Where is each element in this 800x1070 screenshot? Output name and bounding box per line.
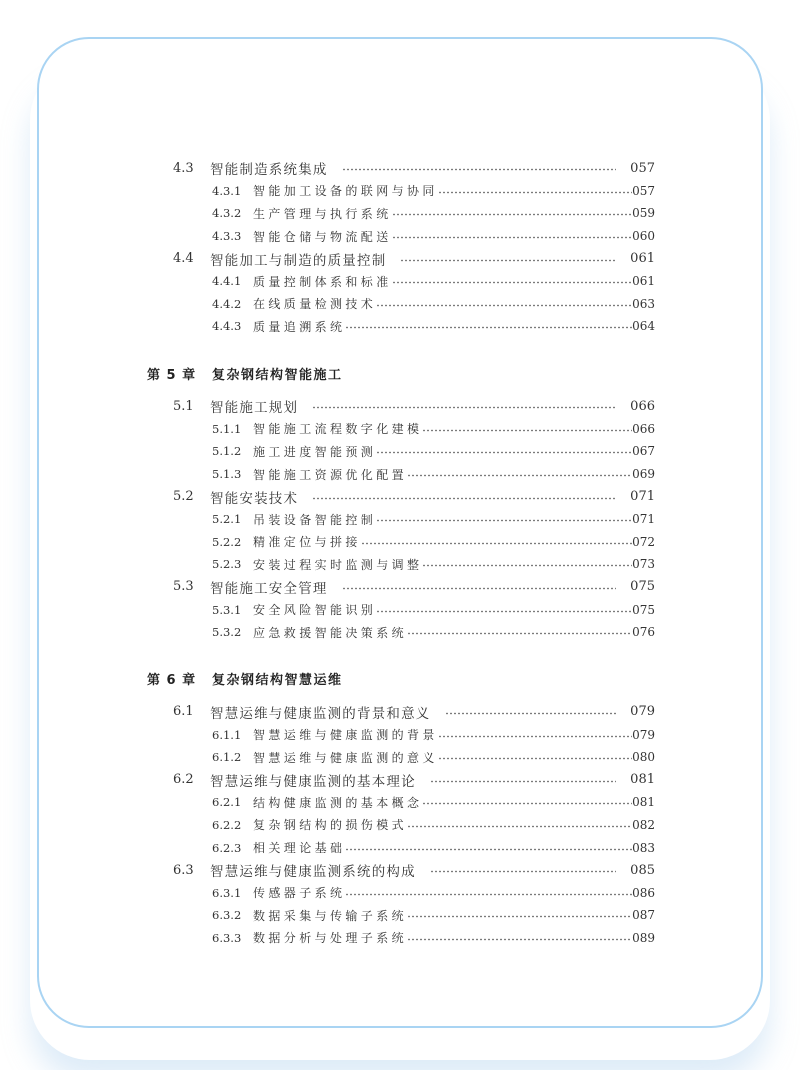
- chapter-heading: [147, 362, 655, 385]
- entry-number: 5.1.2: [212, 444, 242, 459]
- entry-number: 5.2.3: [212, 557, 242, 572]
- chapter-title: 复杂钢结构智慧运维: [212, 673, 343, 689]
- entry-title: 应急救援智能决策系统: [253, 625, 408, 640]
- entry-number: 4.4: [173, 251, 194, 267]
- entry-number: 5.1.3: [212, 467, 242, 482]
- entry-number: 5.3.1: [212, 602, 242, 617]
- dot-leader: [407, 632, 632, 635]
- toc-subsection-entry[interactable]: [147, 553, 655, 576]
- page-number: 066: [630, 398, 655, 414]
- entry-title: 智能施工流程数字化建模: [253, 422, 423, 437]
- page-number: 066: [632, 421, 655, 436]
- toc-subsection-entry[interactable]: [147, 270, 655, 293]
- toc-subsection-entry[interactable]: [147, 723, 655, 746]
- page-number: 089: [632, 930, 655, 945]
- dot-leader: [407, 474, 632, 477]
- entry-title: 智慧运维与健康监测系统的构成: [210, 864, 416, 881]
- entry-title: 智慧运维与健康监测的背景和意义: [210, 705, 431, 722]
- dot-leader: [438, 757, 632, 760]
- toc-subsection-entry[interactable]: [147, 904, 655, 927]
- toc-subsection-entry[interactable]: [147, 881, 655, 904]
- entry-number: 4.4.1: [212, 274, 242, 289]
- entry-number: 6.3.1: [212, 885, 242, 900]
- entry-title: 吊装设备智能控制: [253, 512, 377, 527]
- dot-leader: [407, 938, 632, 941]
- toc-subsection-entry[interactable]: [147, 463, 655, 486]
- page-number: 085: [630, 862, 655, 878]
- entry-number: 5.3.2: [212, 625, 242, 640]
- entry-title: 施工进度智能预测: [253, 444, 377, 459]
- page-number: 069: [632, 467, 655, 482]
- entry-number: 4.3.1: [212, 183, 242, 198]
- dot-leader: [312, 497, 616, 500]
- entry-number: 5.2.2: [212, 534, 242, 549]
- entry-number: 4.3.2: [212, 206, 242, 221]
- chapter-number: 第 6 章: [147, 673, 197, 689]
- page-number: 087: [632, 908, 655, 923]
- page-number: 071: [630, 489, 655, 505]
- entry-title: 智能安装技术: [210, 490, 299, 507]
- dot-leader: [345, 326, 632, 329]
- entry-title: 结构健康监测的基本概念: [253, 795, 423, 810]
- dot-leader: [345, 848, 632, 851]
- dot-leader: [430, 780, 616, 783]
- entry-title: 数据采集与传输子系统: [253, 908, 408, 923]
- page-number: 073: [632, 557, 655, 572]
- entry-title: 智能加工与制造的质量控制: [210, 252, 387, 269]
- page-number: 079: [630, 704, 655, 720]
- page-number: 061: [632, 274, 655, 289]
- toc-section-entry[interactable]: [147, 701, 655, 724]
- dot-leader: [407, 825, 632, 828]
- entry-number: 6.2: [173, 772, 194, 788]
- toc-subsection-entry[interactable]: [147, 598, 655, 621]
- page-number: 057: [630, 160, 655, 176]
- dot-leader: [422, 429, 632, 432]
- dot-leader: [376, 610, 632, 613]
- dot-leader: [376, 304, 632, 307]
- entry-title: 安装过程实时监测与调整: [253, 557, 423, 572]
- dot-leader: [422, 802, 632, 805]
- toc-section-entry[interactable]: [147, 395, 655, 418]
- entry-title: 数据分析与处理子系统: [253, 931, 408, 946]
- dot-leader: [342, 168, 617, 171]
- entry-number: 5.3: [173, 579, 194, 595]
- entry-number: 4.4.2: [212, 296, 242, 311]
- entry-number: 6.2.1: [212, 795, 242, 810]
- page-number: 075: [630, 579, 655, 595]
- dot-leader: [392, 281, 632, 284]
- dot-leader: [342, 587, 617, 590]
- dot-leader: [361, 542, 632, 545]
- toc-subsection-entry[interactable]: [147, 225, 655, 248]
- entry-title: 智能仓储与物流配送: [253, 229, 392, 244]
- page-number: 086: [632, 885, 655, 900]
- toc-subsection-entry[interactable]: [147, 202, 655, 225]
- dot-leader: [376, 451, 632, 454]
- table-of-contents: [147, 157, 655, 949]
- toc-section-entry[interactable]: [147, 768, 655, 791]
- toc-subsection-entry[interactable]: [147, 814, 655, 837]
- page-number: 080: [632, 750, 655, 765]
- toc-section-entry[interactable]: [147, 485, 655, 508]
- entry-title: 智能加工设备的联网与协同: [253, 184, 438, 199]
- page-number: 076: [632, 625, 655, 640]
- toc-subsection-entry[interactable]: [147, 418, 655, 441]
- entry-title: 相关理论基础: [253, 841, 346, 856]
- entry-title: 生产管理与执行系统: [253, 206, 392, 221]
- dot-leader: [438, 191, 632, 194]
- entry-title: 在线质量检测技术: [253, 297, 377, 312]
- page-number: 067: [632, 444, 655, 459]
- page-number: 060: [632, 229, 655, 244]
- dot-leader: [400, 259, 616, 262]
- dot-leader: [407, 915, 632, 918]
- toc-subsection-entry[interactable]: [147, 315, 655, 338]
- entry-title: 安全风险智能识别: [253, 603, 377, 618]
- entry-title: 智能施工安全管理: [210, 580, 328, 597]
- entry-number: 6.2.3: [212, 840, 242, 855]
- dot-leader: [345, 893, 632, 896]
- dot-leader: [430, 870, 616, 873]
- entry-title: 智能制造系统集成: [210, 162, 328, 179]
- page-number: 057: [632, 183, 655, 198]
- toc-subsection-entry[interactable]: [147, 531, 655, 554]
- page-number: 082: [632, 817, 655, 832]
- entry-number: 6.1.2: [212, 750, 242, 765]
- entry-number: 5.1.1: [212, 421, 242, 436]
- toc-subsection-entry[interactable]: [147, 746, 655, 769]
- toc-subsection-entry[interactable]: [147, 621, 655, 644]
- dot-leader: [445, 712, 617, 715]
- entry-number: 5.2.1: [212, 512, 242, 527]
- toc-subsection-entry[interactable]: [147, 180, 655, 203]
- entry-number: 4.3.3: [212, 229, 242, 244]
- entry-number: 4.4.3: [212, 319, 242, 334]
- page-number: 064: [632, 319, 655, 334]
- dot-leader: [376, 519, 632, 522]
- dot-leader: [312, 406, 616, 409]
- entry-title: 传感器子系统: [253, 886, 346, 901]
- page-number: 059: [632, 206, 655, 221]
- entry-title: 精准定位与拼接: [253, 535, 361, 550]
- toc-section-entry[interactable]: [147, 247, 655, 270]
- entry-title: 质量追溯系统: [253, 319, 346, 334]
- toc-section-entry[interactable]: [147, 157, 655, 180]
- chapter-title: 复杂钢结构智能施工: [212, 367, 343, 383]
- page-number: 083: [632, 840, 655, 855]
- page-number: 081: [630, 772, 655, 788]
- chapter-heading: [147, 667, 655, 690]
- entry-number: 6.2.2: [212, 817, 242, 832]
- entry-number: 6.3.2: [212, 908, 242, 923]
- page-number: 071: [632, 512, 655, 527]
- toc-subsection-entry[interactable]: [147, 791, 655, 814]
- page-number: 081: [632, 795, 655, 810]
- entry-number: 6.1: [173, 704, 194, 720]
- entry-title: 质量控制体系和标准: [253, 274, 392, 289]
- entry-number: 5.2: [173, 489, 194, 505]
- page-number: 072: [632, 534, 655, 549]
- entry-title: 智能施工资源优化配置: [253, 467, 408, 482]
- toc-subsection-entry[interactable]: [147, 927, 655, 950]
- entry-number: 6.3: [173, 862, 194, 878]
- dot-leader: [392, 236, 632, 239]
- chapter-number: 第 5 章: [147, 367, 197, 383]
- dot-leader: [422, 564, 632, 567]
- entry-title: 智慧运维与健康监测的意义: [253, 750, 438, 765]
- toc-subsection-entry[interactable]: [147, 293, 655, 316]
- page-number: 079: [632, 727, 655, 742]
- entry-number: 4.3: [173, 160, 194, 176]
- toc-subsection-entry[interactable]: [147, 836, 655, 859]
- page-number: 063: [632, 296, 655, 311]
- entry-title: 智慧运维与健康监测的背景: [253, 728, 438, 743]
- dot-leader: [392, 213, 632, 216]
- toc-section-entry[interactable]: [147, 859, 655, 882]
- page-number: 061: [630, 251, 655, 267]
- entry-number: 5.1: [173, 398, 194, 414]
- entry-number: 6.3.3: [212, 930, 242, 945]
- entry-title: 智能施工规划: [210, 400, 299, 417]
- toc-subsection-entry[interactable]: [147, 440, 655, 463]
- entry-title: 智慧运维与健康监测的基本理论: [210, 773, 416, 790]
- entry-number: 6.1.1: [212, 727, 242, 742]
- page-number: 075: [632, 602, 655, 617]
- toc-subsection-entry[interactable]: [147, 508, 655, 531]
- toc-section-entry[interactable]: [147, 576, 655, 599]
- dot-leader: [438, 735, 632, 738]
- entry-title: 复杂钢结构的损伤模式: [253, 818, 408, 833]
